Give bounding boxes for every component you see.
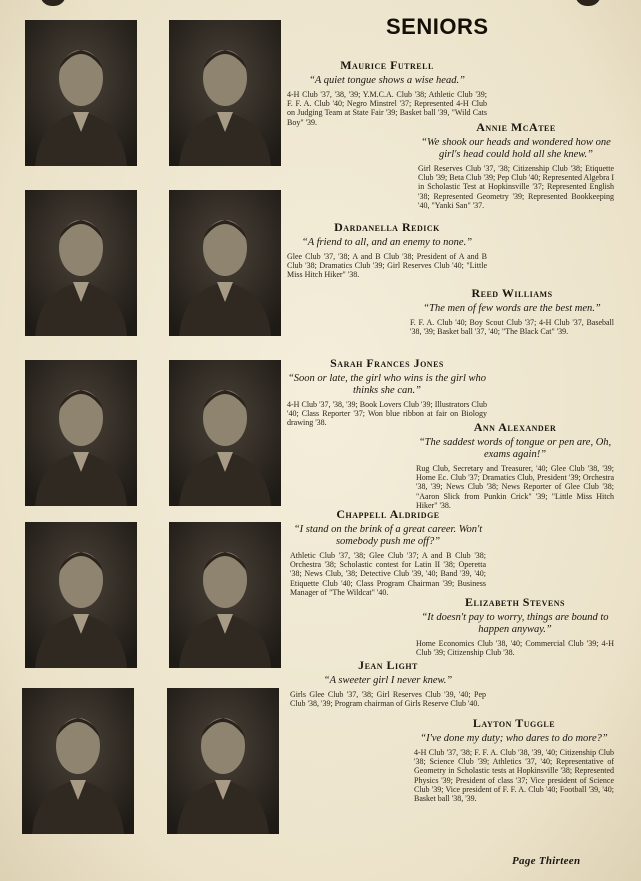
senior-quote: “I've done my duty; who dares to do more?” [420, 733, 608, 744]
senior-name: Reed Williams [471, 286, 553, 300]
senior-activities: F. F. A. Club '40; Boy Scout Club '37; 4-H Club '37, Baseball '38, '39; Basket ball '37, '40; "The Black Cat" '39. [410, 318, 614, 337]
senior-photo-reed-williams [169, 190, 281, 336]
senior-activities: Girl Reserves Club '37, '38; Citizenship Club '38; Etiquette Club '39; Beta Club '39; Pep Club '40; Represented Algebra I in Scholastic Test at Hopkinsville '37; Represented English '38; Represented Geometry '39; Represented Bookkeeping '40, "Yanki San" '37. [418, 164, 614, 210]
senior-activities: Athletic Club '37, '38; Glee Club '37; A and B Club '38; Orchestra '38; Scholastic contest for Latin II '38; Operetta '38; News Club, '38; Detective Club '39, '40; Band '39, '40; Etiquette Club '40; Class Program Chairman '39; Business Manager of "The Wildcat" '40. [290, 551, 486, 597]
senior-name: Annie McAtee [476, 120, 556, 134]
senior-quote: “Soon or late, the girl who wins is the girl who thinks she can.” [287, 373, 487, 396]
senior-quote: “A quiet tongue shows a wise head.” [309, 75, 465, 86]
senior-entry-maurice-futrell [287, 58, 487, 127]
senior-quote: “The men of few words are the best men.” [423, 303, 601, 314]
senior-activities: Rug Club, Secretary and Treasurer, '40; Glee Club '38, '39; Home Ec. Club '37; Dramatics Club, President '39; Orchestra '38, '39; News Club '38; News Reporter of Glee Club '38; "Aaron Slick from Punkin Crick" '39; "Little Miss Hitch Hiker" '38. [416, 464, 614, 510]
senior-name: Layton Tuggle [472, 716, 556, 730]
senior-activities: Glee Club '37, '38; A and B Club '38; President of A and B Club '38; Dramatics Club '39; Girl Reserves Club '40; "Little Miss Hitch Hiker" '38. [287, 252, 487, 280]
senior-entry-ann-alexander [416, 420, 614, 510]
senior-entry-dardanella-redick [287, 220, 487, 280]
senior-entry-annie-mcatee [418, 120, 614, 210]
senior-quote: “I stand on the brink of a great career. Won't somebody push me off?” [293, 524, 483, 547]
senior-photo-jean-light [22, 688, 134, 834]
senior-quote: “A friend to all, and an enemy to none.” [301, 237, 473, 248]
senior-quote: “The saddest words of tongue or pen are, Oh, exams again!” [418, 437, 612, 460]
senior-name: Ann Alexander [473, 420, 557, 434]
senior-entry-sarah-frances-jones [287, 356, 487, 428]
senior-activities: 4-H Club '37, '38, '39; Y.M.C.A. Club '38; Athletic Club '39; F. F. A. Club '40; Negro Minstrel '37; Represented 4-H Club on Judging Team at State Fair '39; Basket ball '39, "Wild Cats Boy" '39. [287, 90, 487, 127]
senior-name: Chappell Aldridge [336, 507, 440, 521]
senior-quote: “A sweeter girl I never knew.” [323, 675, 453, 686]
senior-activities: 4-H Club '37, '38, '39; Book Lovers Club '39; Illustrators Club '40; Class Reporter '37; Won blue ribbon at fair on Biology drawing '38. [287, 400, 487, 428]
senior-activities: 4-H Club '37, '38; F. F. A. Club '38, '39, '40; Citizenship Club '38; Science Club '39; Athletics '37, '40; Representative of Geometry in Scholastic tests at Hopkinsville '38; Represented Physics '39; President of class '37; Vice president of Science Club '39; Vice president of F. F. A. Club '40; Football '39, '40; Basket ball '38, '39. [414, 748, 614, 804]
senior-name: Jean Light [358, 658, 418, 672]
senior-photo-annie-mcatee [169, 20, 281, 166]
page-heading: SENIORS [386, 14, 489, 39]
senior-photo-sarah-frances-jones [25, 360, 137, 506]
senior-entry-chappell-aldridge [290, 507, 486, 597]
senior-entry-elizabeth-stevens [416, 595, 614, 657]
page-corner-mark [40, 0, 66, 6]
senior-name: Maurice Futrell [340, 58, 434, 72]
page-number-footer: Page Thirteen [512, 855, 581, 867]
senior-entry-reed-williams [410, 286, 614, 336]
senior-entry-layton-tuggle [414, 716, 614, 803]
senior-name: Sarah Frances Jones [330, 356, 444, 370]
page-corner-mark [575, 0, 601, 6]
senior-entry-jean-light [290, 658, 486, 708]
senior-photo-dardanella-redick [25, 190, 137, 336]
senior-name: Dardanella Redick [334, 220, 440, 234]
senior-quote: “It doesn't pay to worry, things are bound to happen anyway.” [421, 612, 609, 635]
senior-photo-layton-tuggle [167, 688, 279, 834]
senior-photo-ann-alexander [169, 360, 281, 506]
senior-activities: Home Economics Club '38, '40; Commercial Club '39; 4-H Club '39; Citizenship Club '38. [416, 639, 614, 658]
senior-name: Elizabeth Stevens [465, 595, 565, 609]
senior-photo-maurice-futrell [25, 20, 137, 166]
senior-photo-chappell-aldridge [25, 522, 137, 668]
senior-quote: “We shook our heads and wondered how one girl's head could hold all she knew.” [421, 137, 611, 160]
senior-photo-elizabeth-stevens [169, 522, 281, 668]
senior-activities: Girls Glee Club '37, '38; Girl Reserves Club '39, '40; Pep Club '38, '39; Program chairman of Girls Reserve Club '40. [290, 690, 486, 709]
